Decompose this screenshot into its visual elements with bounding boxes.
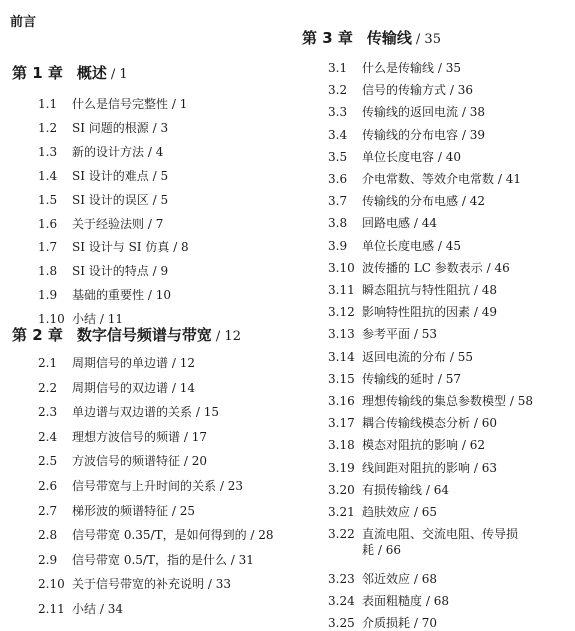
section-title: 趋肤效应 bbox=[362, 505, 411, 519]
section-title: 传输线的分布电感 bbox=[362, 194, 459, 209]
chapter-label: 第 3 章 bbox=[302, 29, 353, 47]
section-title: 传输线的延时 bbox=[362, 371, 435, 386]
section-page: / 42 bbox=[461, 194, 485, 209]
section-page: / 23 bbox=[219, 479, 243, 493]
front-matter-entry: 前言 bbox=[10, 15, 37, 30]
toc-entry bbox=[328, 571, 437, 587]
toc-entry bbox=[328, 393, 533, 409]
toc-entry bbox=[38, 168, 168, 184]
section-title: 小结 bbox=[72, 602, 97, 616]
section-number: 3.3 bbox=[328, 105, 348, 120]
toc-entry bbox=[38, 239, 189, 255]
section-number: 1.10 bbox=[38, 312, 65, 327]
toc-entry bbox=[328, 460, 497, 476]
section-page: / 12 bbox=[171, 356, 195, 370]
section-page: / 58 bbox=[509, 394, 533, 408]
section-title: 介质损耗 bbox=[362, 616, 411, 630]
section-number: 3.17 bbox=[328, 416, 355, 431]
section-number: 1.1 bbox=[38, 97, 58, 111]
chapter-label: 第 2 章 bbox=[12, 326, 63, 344]
section-number: 3.15 bbox=[328, 371, 355, 386]
section-title: 理想传输线的集总参数模型 bbox=[362, 394, 507, 408]
section-title: 方波信号的频谱特征 bbox=[72, 454, 181, 469]
section-title: 信号的传输方式 bbox=[362, 83, 447, 98]
section-number: 3.10 bbox=[328, 260, 355, 275]
toc-entry bbox=[328, 171, 521, 187]
section-title: 新的设计方法 bbox=[72, 144, 145, 159]
section-title: 单边谱与双边谱的关系 bbox=[72, 405, 193, 420]
toc-entry bbox=[38, 287, 171, 303]
section-page: / 62 bbox=[461, 438, 485, 453]
section-page: / 15 bbox=[195, 405, 219, 420]
section-page: / 33 bbox=[207, 577, 231, 592]
section-number: 1.7 bbox=[38, 240, 58, 255]
section-title: 回路电感 bbox=[362, 216, 411, 231]
toc-entry bbox=[38, 144, 163, 160]
section-page: / 11 bbox=[99, 312, 123, 327]
section-title: 线间距对阻抗的影响 bbox=[362, 460, 471, 475]
section-page: / 4 bbox=[147, 144, 164, 159]
section-page: / 53 bbox=[413, 327, 437, 342]
section-title: 梯形波的频谱特征 bbox=[72, 503, 169, 518]
chapter-page: / 35 bbox=[415, 32, 441, 47]
section-title: 单位长度电感 bbox=[362, 238, 435, 253]
toc-entry bbox=[328, 60, 461, 76]
toc-entry bbox=[328, 304, 497, 320]
chapter-heading-ch2 bbox=[12, 324, 241, 345]
section-number: 3.1 bbox=[328, 61, 348, 75]
section-title: 模态对阻抗的影响 bbox=[362, 438, 459, 453]
section-page: / 31 bbox=[230, 552, 254, 567]
toc-entry bbox=[328, 127, 485, 143]
toc-entry bbox=[38, 576, 231, 592]
toc-entry bbox=[38, 601, 123, 617]
toc-entry bbox=[38, 429, 207, 445]
toc-entry bbox=[38, 404, 219, 420]
section-page: / 70 bbox=[413, 616, 437, 630]
section-number: 3.25 bbox=[328, 616, 355, 630]
section-number: 2.6 bbox=[38, 479, 58, 493]
section-title: 表面粗糙度 bbox=[362, 593, 423, 608]
section-page: / 17 bbox=[183, 429, 207, 444]
section-number: 3.20 bbox=[328, 482, 355, 497]
section-number: 2.5 bbox=[38, 454, 58, 469]
toc-entry bbox=[328, 615, 437, 631]
toc-entry bbox=[328, 282, 497, 298]
section-number: 3.22 bbox=[328, 527, 355, 542]
section-number: 3.18 bbox=[328, 438, 355, 453]
section-number: 2.9 bbox=[38, 552, 58, 567]
chapter-label: 第 1 章 bbox=[12, 64, 63, 82]
section-title: 介电常数、等效介电常数 bbox=[362, 172, 495, 186]
section-title: 邻近效应 bbox=[362, 571, 411, 586]
toc-entry bbox=[38, 216, 163, 232]
section-page: / 68 bbox=[413, 571, 437, 586]
section-page: / 48 bbox=[473, 283, 497, 297]
section-number: 2.3 bbox=[38, 405, 58, 420]
section-number: 1.9 bbox=[38, 288, 58, 303]
section-page: / 20 bbox=[183, 454, 207, 469]
section-page: / 66 bbox=[377, 543, 401, 558]
section-page: / 40 bbox=[437, 149, 461, 164]
section-number: 3.11 bbox=[328, 283, 355, 297]
section-title: 波传播的 LC 参数表示 bbox=[362, 260, 483, 275]
section-number: 3.4 bbox=[328, 127, 348, 142]
toc-entry bbox=[328, 193, 485, 209]
section-title: 关于经验法则 bbox=[72, 216, 145, 231]
section-title: 周期信号的双边谱 bbox=[72, 380, 169, 395]
section-number: 3.13 bbox=[328, 327, 355, 342]
section-number: 3.24 bbox=[328, 593, 355, 608]
section-title: 信号带宽 0.5/T，指的是什么 bbox=[72, 552, 227, 567]
section-number: 1.5 bbox=[38, 192, 58, 207]
section-page: / 10 bbox=[147, 288, 171, 303]
section-number: 3.2 bbox=[328, 83, 348, 98]
section-page: / 49 bbox=[473, 305, 497, 320]
section-number: 3.16 bbox=[328, 394, 355, 408]
section-number: 3.12 bbox=[328, 305, 355, 320]
section-page: / 5 bbox=[152, 192, 169, 207]
section-page: / 38 bbox=[461, 105, 485, 120]
section-title: 影响特性阻抗的因素 bbox=[362, 305, 471, 320]
toc-entry bbox=[328, 104, 485, 120]
section-page: / 46 bbox=[486, 260, 510, 275]
section-page: / 55 bbox=[449, 349, 473, 364]
section-number: 2.7 bbox=[38, 503, 58, 518]
section-page: / 7 bbox=[147, 216, 164, 231]
toc-entry bbox=[328, 526, 518, 558]
section-page: / 57 bbox=[437, 371, 461, 386]
section-title: 基础的重要性 bbox=[72, 288, 145, 303]
section-title: SI 设计的难点 bbox=[72, 168, 149, 183]
section-number: 2.2 bbox=[38, 380, 58, 395]
section-page: / 5 bbox=[152, 168, 169, 183]
section-number: 3.7 bbox=[328, 194, 348, 209]
toc-entry bbox=[38, 552, 254, 568]
toc-entry bbox=[38, 527, 274, 543]
section-page: / 39 bbox=[461, 127, 485, 142]
section-number: 3.5 bbox=[328, 149, 348, 164]
section-page: / 34 bbox=[99, 602, 123, 616]
section-page: / 14 bbox=[171, 380, 195, 395]
section-page: / 44 bbox=[413, 216, 437, 231]
section-number: 2.8 bbox=[38, 528, 58, 543]
section-page: / 3 bbox=[152, 120, 169, 135]
section-title: 传输线的分布电容 bbox=[362, 127, 459, 142]
toc-entry bbox=[38, 192, 168, 208]
section-number: 3.9 bbox=[328, 238, 348, 253]
toc-entry bbox=[328, 371, 461, 387]
toc-entry bbox=[328, 437, 485, 453]
section-number: 3.19 bbox=[328, 460, 355, 475]
section-title: SI 设计的误区 bbox=[72, 192, 149, 207]
chapter-page: / 12 bbox=[215, 329, 241, 344]
toc-entry bbox=[38, 503, 195, 519]
toc-entry bbox=[38, 120, 168, 136]
section-page: / 25 bbox=[171, 503, 195, 518]
section-title: 参考平面 bbox=[362, 327, 411, 342]
toc-entry bbox=[328, 593, 449, 609]
section-page: / 68 bbox=[425, 593, 449, 608]
chapter-heading-ch1 bbox=[12, 62, 128, 83]
section-number: 3.21 bbox=[328, 505, 355, 519]
section-title: 单位长度电容 bbox=[362, 149, 435, 164]
section-page: / 60 bbox=[473, 416, 497, 431]
section-number: 1.8 bbox=[38, 264, 58, 279]
chapter-title: 数字信号频谱与带宽 bbox=[76, 326, 212, 344]
toc-entry bbox=[38, 380, 195, 396]
toc-entry bbox=[328, 349, 473, 365]
section-page: / 9 bbox=[152, 264, 169, 279]
chapter-title: 传输线 bbox=[366, 29, 412, 47]
section-title: 什么是传输线 bbox=[362, 61, 435, 75]
section-title: SI 设计与 SI 仿真 bbox=[72, 240, 170, 255]
section-page: / 36 bbox=[449, 83, 473, 98]
section-number: 1.2 bbox=[38, 120, 58, 135]
toc-entry bbox=[328, 82, 473, 98]
toc-entry bbox=[328, 415, 497, 431]
section-page: / 41 bbox=[497, 172, 521, 186]
toc-entry bbox=[38, 96, 187, 112]
toc-entry bbox=[328, 149, 461, 165]
section-number: 3.23 bbox=[328, 571, 355, 586]
section-number: 2.4 bbox=[38, 429, 58, 444]
section-title: 有损传输线 bbox=[362, 482, 423, 497]
section-number: 1.4 bbox=[38, 168, 58, 183]
section-title: 耦合传输线模态分析 bbox=[362, 416, 471, 431]
section-title: 什么是信号完整性 bbox=[72, 97, 169, 111]
chapter-heading-ch3 bbox=[302, 27, 441, 48]
section-title: 关于信号带宽的补充说明 bbox=[72, 577, 205, 592]
section-title: 瞬态阻抗与特性阻抗 bbox=[362, 283, 471, 297]
section-page: / 1 bbox=[171, 97, 188, 111]
toc-entry bbox=[328, 260, 510, 276]
section-title: 理想方波信号的频谱 bbox=[72, 429, 181, 444]
section-page: / 63 bbox=[473, 460, 497, 475]
section-page: / 28 bbox=[250, 528, 274, 543]
toc-entry bbox=[328, 238, 461, 254]
section-title: 直流电阻、交流电阻、传导损 bbox=[362, 527, 519, 542]
section-number: 3.14 bbox=[328, 349, 355, 364]
section-page: / 35 bbox=[437, 61, 461, 75]
section-number: 2.10 bbox=[38, 577, 65, 592]
section-number: 2.11 bbox=[38, 602, 65, 616]
chapter-page: / 1 bbox=[110, 67, 128, 82]
section-title: 周期信号的单边谱 bbox=[72, 356, 169, 370]
section-number: 3.6 bbox=[328, 172, 348, 186]
section-title-continued: 耗 bbox=[362, 543, 375, 558]
section-title: 传输线的返回电流 bbox=[362, 105, 459, 120]
section-page: / 45 bbox=[437, 238, 461, 253]
toc-entry bbox=[328, 215, 437, 231]
section-number: 3.8 bbox=[328, 216, 348, 231]
section-page: / 8 bbox=[173, 240, 189, 255]
section-title: SI 问题的根源 bbox=[72, 120, 149, 135]
chapter-title: 概述 bbox=[76, 64, 107, 82]
section-title: 小结 bbox=[72, 312, 97, 327]
toc-entry bbox=[38, 453, 207, 469]
toc-entry bbox=[328, 504, 437, 520]
toc-entry bbox=[38, 478, 243, 494]
section-page: / 64 bbox=[425, 482, 449, 497]
section-number: 1.3 bbox=[38, 144, 58, 159]
section-number: 1.6 bbox=[38, 216, 58, 231]
toc-entry bbox=[38, 263, 168, 279]
section-title: SI 设计的特点 bbox=[72, 264, 149, 279]
section-title: 信号带宽 0.35/T，是如何得到的 bbox=[72, 528, 247, 543]
section-number: 2.1 bbox=[38, 356, 58, 370]
toc-entry bbox=[328, 482, 449, 498]
toc-entry bbox=[38, 355, 195, 371]
section-title: 返回电流的分布 bbox=[362, 349, 447, 364]
toc-entry bbox=[328, 326, 437, 342]
section-title: 信号带宽与上升时间的关系 bbox=[72, 479, 217, 493]
section-page: / 65 bbox=[413, 505, 437, 519]
